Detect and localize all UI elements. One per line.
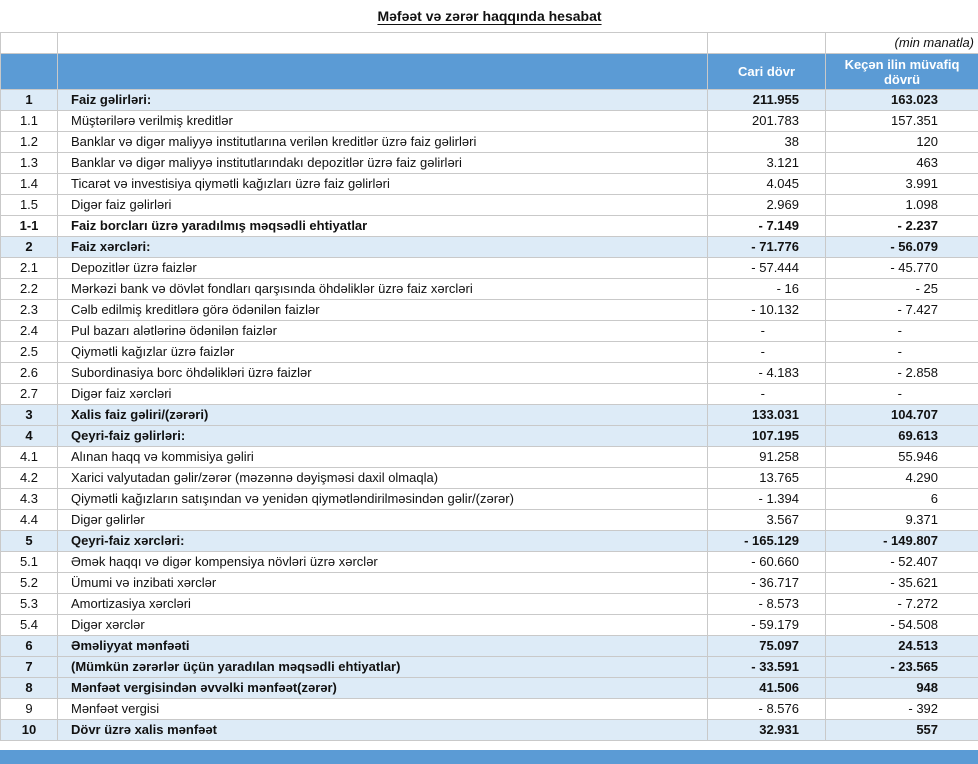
previous-value-cell[interactable]: - 23.565 xyxy=(826,657,978,678)
previous-value-cell[interactable]: - 2.237 xyxy=(826,216,978,237)
empty-row xyxy=(0,741,978,750)
row-num-cell[interactable]: 8 xyxy=(1,678,58,699)
row-label-cell[interactable]: Ümumi və inzibati xərclər xyxy=(58,573,708,594)
previous-value-cell[interactable]: 104.707 xyxy=(826,405,978,426)
col-header-num[interactable] xyxy=(1,54,58,90)
row-label-cell[interactable]: Faiz xərcləri: xyxy=(58,237,708,258)
table-row xyxy=(1,90,978,111)
previous-value-cell[interactable]: 24.513 xyxy=(826,636,978,657)
row-label-cell[interactable]: Müştərilərə verilmiş kreditlər xyxy=(58,111,708,132)
table-row xyxy=(1,468,978,489)
previous-value-cell[interactable]: - 7.427 xyxy=(826,300,978,321)
previous-value-cell[interactable]: - 54.508 xyxy=(826,615,978,636)
table-row xyxy=(1,174,978,195)
table-row xyxy=(1,447,978,468)
previous-value-cell[interactable]: 9.371 xyxy=(826,510,978,531)
row-num-cell[interactable]: 3 xyxy=(1,405,58,426)
previous-value-cell[interactable]: - 25 xyxy=(826,279,978,300)
row-label-cell[interactable]: Əmək haqqı və digər kompensiya növləri üzrə xərclər xyxy=(58,552,708,573)
row-num-cell[interactable]: 1.3 xyxy=(1,153,58,174)
previous-value-cell[interactable]: 69.613 xyxy=(826,426,978,447)
table-row xyxy=(1,552,978,573)
row-num-cell[interactable]: 10 xyxy=(1,720,58,741)
col-header-previous[interactable]: Keçən ilin müvafiq dövrü xyxy=(826,54,978,90)
current-value-cell[interactable]: 41.506 xyxy=(708,678,826,699)
row-label-cell[interactable]: Amortizasiya xərcləri xyxy=(58,594,708,615)
row-num-cell[interactable]: 2.1 xyxy=(1,258,58,279)
table-row xyxy=(1,678,978,699)
table-row xyxy=(1,237,978,258)
table-row xyxy=(1,657,978,678)
previous-value-cell[interactable]: - xyxy=(826,384,978,405)
previous-value-cell[interactable]: 55.946 xyxy=(826,447,978,468)
table-row xyxy=(1,615,978,636)
current-value-cell[interactable]: 91.258 xyxy=(708,447,826,468)
row-label-cell[interactable]: Digər gəlirlər xyxy=(58,510,708,531)
table-row xyxy=(1,111,978,132)
row-label-cell[interactable]: Digər faiz xərcləri xyxy=(58,384,708,405)
current-value-cell[interactable]: - xyxy=(708,342,826,363)
previous-value-cell[interactable]: 120 xyxy=(826,132,978,153)
table-row xyxy=(1,363,978,384)
table-row xyxy=(1,300,978,321)
row-label-cell[interactable]: Faiz borcları üzrə yaradılmış məqsədli ehtiyatlar xyxy=(58,216,708,237)
col-header-label[interactable] xyxy=(58,54,708,90)
row-num-cell[interactable]: 5.3 xyxy=(1,594,58,615)
table-row xyxy=(1,216,978,237)
current-value-cell[interactable]: - 36.717 xyxy=(708,573,826,594)
row-label-cell[interactable]: Cəlb edilmiş kreditlərə görə ödənilən faizlər xyxy=(58,300,708,321)
row-label-cell[interactable]: Qeyri-faiz gəlirləri: xyxy=(58,426,708,447)
current-value-cell[interactable]: - 4.183 xyxy=(708,363,826,384)
table-row xyxy=(1,720,978,741)
row-num-cell[interactable]: 9 xyxy=(1,699,58,720)
current-value-cell[interactable]: - 57.444 xyxy=(708,258,826,279)
table-row xyxy=(1,699,978,720)
current-value-cell[interactable]: - 8.573 xyxy=(708,594,826,615)
row-label-cell[interactable]: Qiymətli kağızlar üzrə faizlər xyxy=(58,342,708,363)
table-row xyxy=(1,132,978,153)
previous-value-cell[interactable]: 157.351 xyxy=(826,111,978,132)
empty-cell[interactable] xyxy=(1,33,58,54)
previous-value-cell[interactable]: 557 xyxy=(826,720,978,741)
table-row xyxy=(1,342,978,363)
table-row xyxy=(1,594,978,615)
row-num-cell[interactable]: 5.4 xyxy=(1,615,58,636)
previous-value-cell[interactable]: 463 xyxy=(826,153,978,174)
row-label-cell[interactable]: Mərkəzi bank və dövlət fondları qarşısında öhdəliklər üzrə faiz xərcləri xyxy=(58,279,708,300)
row-num-cell[interactable]: 2 xyxy=(1,237,58,258)
current-value-cell[interactable]: - 33.591 xyxy=(708,657,826,678)
row-num-cell[interactable]: 6 xyxy=(1,636,58,657)
previous-value-cell[interactable]: 1.098 xyxy=(826,195,978,216)
row-label-cell[interactable]: (Mümkün zərərlər üçün yaradılan məqsədli ehtiyatlar) xyxy=(58,657,708,678)
column-header-row xyxy=(1,54,978,90)
row-label-cell[interactable]: Qeyri-faiz xərcləri: xyxy=(58,531,708,552)
row-num-cell[interactable]: 1-1 xyxy=(1,216,58,237)
previous-value-cell[interactable]: - 149.807 xyxy=(826,531,978,552)
previous-value-cell[interactable]: 948 xyxy=(826,678,978,699)
row-num-cell[interactable]: 2.2 xyxy=(1,279,58,300)
current-value-cell[interactable]: - 7.149 xyxy=(708,216,826,237)
row-label-cell[interactable]: Faiz gəlirləri: xyxy=(58,90,708,111)
current-value-cell[interactable]: 211.955 xyxy=(708,90,826,111)
table-row xyxy=(1,636,978,657)
previous-value-cell[interactable]: 3.991 xyxy=(826,174,978,195)
unit-note[interactable]: (min manatla) xyxy=(826,33,978,54)
table-row xyxy=(1,573,978,594)
table-row xyxy=(1,531,978,552)
row-num-cell[interactable]: 7 xyxy=(1,657,58,678)
row-num-cell[interactable]: 1.2 xyxy=(1,132,58,153)
previous-value-cell[interactable]: - 7.272 xyxy=(826,594,978,615)
previous-value-cell[interactable]: 4.290 xyxy=(826,468,978,489)
previous-value-cell[interactable]: - 392 xyxy=(826,699,978,720)
row-num-cell[interactable]: 4.4 xyxy=(1,510,58,531)
current-value-cell[interactable]: 38 xyxy=(708,132,826,153)
table-row xyxy=(1,279,978,300)
current-value-cell[interactable]: - 10.132 xyxy=(708,300,826,321)
row-label-cell[interactable]: Digər faiz gəlirləri xyxy=(58,195,708,216)
current-value-cell[interactable]: - 16 xyxy=(708,279,826,300)
row-num-cell[interactable]: 2.6 xyxy=(1,363,58,384)
previous-value-cell[interactable]: - xyxy=(826,321,978,342)
row-label-cell[interactable]: Xalis faiz gəliri/(zərəri) xyxy=(58,405,708,426)
previous-value-cell[interactable]: - 2.858 xyxy=(826,363,978,384)
row-num-cell[interactable]: 1.5 xyxy=(1,195,58,216)
row-label-cell[interactable]: Banklar və digər maliyyə institutlarına verilən kreditlər üzrə faiz gəlirləri xyxy=(58,132,708,153)
previous-value-cell[interactable]: - xyxy=(826,342,978,363)
row-label-cell[interactable]: Digər xərclər xyxy=(58,615,708,636)
previous-value-cell[interactable]: - 56.079 xyxy=(826,237,978,258)
previous-value-cell[interactable]: - 45.770 xyxy=(826,258,978,279)
row-label-cell[interactable]: Subordinasiya borc öhdəlikləri üzrə faizlər xyxy=(58,363,708,384)
table-row xyxy=(1,426,978,447)
row-num-cell[interactable]: 5.1 xyxy=(1,552,58,573)
current-value-cell[interactable]: 13.765 xyxy=(708,468,826,489)
current-value-cell[interactable]: - 71.776 xyxy=(708,237,826,258)
row-num-cell[interactable]: 1.4 xyxy=(1,174,58,195)
row-label-cell[interactable]: Alınan haqq və kommisiya gəliri xyxy=(58,447,708,468)
row-num-cell[interactable]: 2.3 xyxy=(1,300,58,321)
row-num-cell[interactable]: 4 xyxy=(1,426,58,447)
previous-value-cell[interactable]: - 35.621 xyxy=(826,573,978,594)
row-num-cell[interactable]: 5.2 xyxy=(1,573,58,594)
report-title[interactable]: Məfəət və zərər haqqında hesabat xyxy=(1,0,978,33)
table-row xyxy=(1,384,978,405)
current-value-cell[interactable]: 3.567 xyxy=(708,510,826,531)
unit-note-row xyxy=(1,33,978,54)
current-value-cell[interactable]: - 1.394 xyxy=(708,489,826,510)
current-value-cell[interactable]: 133.031 xyxy=(708,405,826,426)
previous-value-cell[interactable]: 6 xyxy=(826,489,978,510)
row-num-cell[interactable]: 1 xyxy=(1,90,58,111)
empty-cell[interactable] xyxy=(58,33,708,54)
row-label-cell[interactable]: Xarici valyutadan gəlir/zərər (məzənnə dəyişməsi daxil olmaqla) xyxy=(58,468,708,489)
current-value-cell[interactable]: 75.097 xyxy=(708,636,826,657)
table-row xyxy=(1,153,978,174)
row-num-cell[interactable]: 4.2 xyxy=(1,468,58,489)
current-value-cell[interactable]: - 8.576 xyxy=(708,699,826,720)
table-row xyxy=(1,321,978,342)
footer-bar xyxy=(0,750,978,764)
empty-cell[interactable] xyxy=(708,33,826,54)
current-value-cell[interactable]: 4.045 xyxy=(708,174,826,195)
current-value-cell[interactable]: - 60.660 xyxy=(708,552,826,573)
table-row xyxy=(1,489,978,510)
current-value-cell[interactable]: 32.931 xyxy=(708,720,826,741)
current-value-cell[interactable]: 107.195 xyxy=(708,426,826,447)
previous-value-cell[interactable]: 163.023 xyxy=(826,90,978,111)
row-num-cell[interactable]: 5 xyxy=(1,531,58,552)
row-num-cell[interactable]: 2.7 xyxy=(1,384,58,405)
previous-value-cell[interactable]: - 52.407 xyxy=(826,552,978,573)
table-row xyxy=(1,195,978,216)
current-value-cell[interactable]: - xyxy=(708,321,826,342)
row-label-cell[interactable]: Qiymətli kağızların satışından və yenidən qiymətləndirilməsindən gəlir/(zərər) xyxy=(58,489,708,510)
row-label-cell[interactable]: Depozitlər üzrə faizlər xyxy=(58,258,708,279)
row-num-cell[interactable]: 4.3 xyxy=(1,489,58,510)
row-label-cell[interactable]: Mənfəət vergisindən əvvəlki mənfəət(zərər) xyxy=(58,678,708,699)
current-value-cell[interactable]: 3.121 xyxy=(708,153,826,174)
table-row xyxy=(1,405,978,426)
current-value-cell[interactable]: - 59.179 xyxy=(708,615,826,636)
row-num-cell[interactable]: 2.5 xyxy=(1,342,58,363)
current-value-cell[interactable]: - xyxy=(708,384,826,405)
row-label-cell[interactable]: Ticarət və investisiya qiymətli kağızları üzrə faiz gəlirləri xyxy=(58,174,708,195)
row-label-cell[interactable]: Əməliyyat mənfəəti xyxy=(58,636,708,657)
current-value-cell[interactable]: - 165.129 xyxy=(708,531,826,552)
row-num-cell[interactable]: 1.1 xyxy=(1,111,58,132)
title-row xyxy=(1,0,978,33)
row-num-cell[interactable]: 2.4 xyxy=(1,321,58,342)
row-label-cell[interactable]: Banklar və digər maliyyə institutlarındakı depozitlər üzrə faiz gəlirləri xyxy=(58,153,708,174)
table-body xyxy=(1,90,978,741)
col-header-current[interactable]: Cari dövr xyxy=(708,54,826,90)
row-label-cell[interactable]: Pul bazarı alətlərinə ödənilən faizlər xyxy=(58,321,708,342)
table-row xyxy=(1,510,978,531)
row-label-cell[interactable]: Mənfəət vergisi xyxy=(58,699,708,720)
table-row xyxy=(1,258,978,279)
row-label-cell[interactable]: Dövr üzrə xalis mənfəət xyxy=(58,720,708,741)
current-value-cell[interactable]: 201.783 xyxy=(708,111,826,132)
row-num-cell[interactable]: 4.1 xyxy=(1,447,58,468)
current-value-cell[interactable]: 2.969 xyxy=(708,195,826,216)
